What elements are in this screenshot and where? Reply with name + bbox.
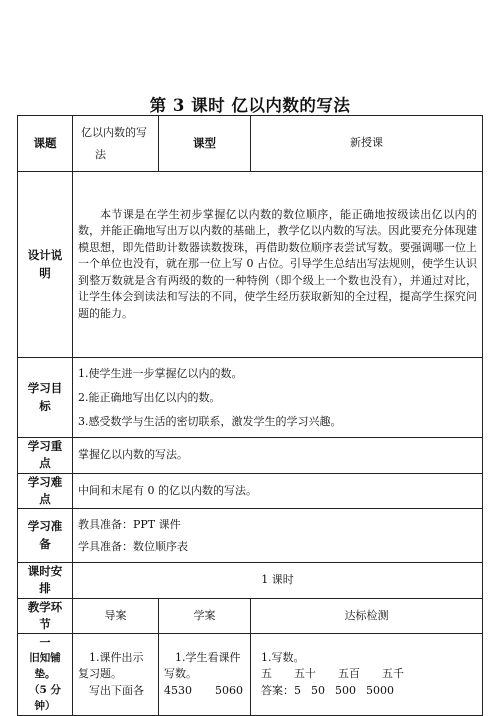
key-label: 学习重点 <box>18 438 73 474</box>
prep-line-2: 学具准备：数位顺序表 <box>78 539 188 553</box>
topic-value-line2: 法 <box>95 147 106 161</box>
prep-label: 学习准备 <box>18 509 73 563</box>
time-label: 课时安排 <box>18 563 73 599</box>
stage1-name-line1: 一 <box>39 635 51 649</box>
stage1-teach-line2: 复习题。 <box>78 667 122 681</box>
stage1-name <box>18 634 73 716</box>
topic-value-line1: 亿以内数的写 <box>81 125 147 139</box>
goals-list <box>73 358 483 438</box>
check-answer: 5000 <box>366 683 394 697</box>
stage1-learn-line1: 1.学生看课件 <box>175 650 241 664</box>
stage1-check-words <box>261 666 477 683</box>
stage-header-label: 教学环节 <box>18 598 73 634</box>
topic-label: 课题 <box>18 116 73 172</box>
check-answer-label: 答案： <box>261 683 294 697</box>
check-answer: 50 <box>311 683 325 697</box>
stage-header-learn: 学案 <box>159 598 251 634</box>
stage-header-check: 达标检测 <box>251 598 483 634</box>
stage1-name-line2: 旧知铺垫。 <box>29 652 61 680</box>
stage-header-row <box>18 598 483 634</box>
difficult-value: 中间和末尾有 0 的亿以内数的写法。 <box>73 473 483 509</box>
goal-item-1: 1.使学生进一步掌握亿以内的数。 <box>78 366 243 380</box>
topic-row <box>18 116 483 172</box>
stage1-teach-line1: 1.课件出示 <box>89 650 144 664</box>
check-answer: 5 <box>294 683 301 697</box>
difficult-row <box>18 473 483 509</box>
type-value: 新授课 <box>251 116 483 172</box>
design-text: 本节课是在学生初步掌握亿以内数的数位顺序，能正确地按级读出亿以内的数，并能正确地写出万以内数的基础上，教学亿以内数的写法。因此要充分体现建模思想，即先借助计数器读数拨珠，再借助数位顺序表尝试写数。要强调哪一位上一个单位也没有，就在那一位上写 0 占位。引导学生总结出写法规则，使学生认识到整万数就是含有两级的数的一种特例（即个级上一个数也没有），并通过对比，让学生体会到读法和写法的不同，使学生经历获取新知的全过程，提高学生探究问题的能力。 <box>73 172 483 358</box>
stage1-row <box>18 634 483 716</box>
prep-row <box>18 509 483 563</box>
stage1-learn-line2: 写数。 <box>164 667 197 681</box>
check-answer: 500 <box>335 683 356 697</box>
stage1-name-line3: （5 分钟） <box>29 683 61 712</box>
stage1-teach-line3: 写出下面各 <box>89 683 144 697</box>
check-word: 五十 <box>294 667 316 681</box>
type-label: 课型 <box>159 116 251 172</box>
stage1-learn-num1: 4530 <box>164 683 192 697</box>
goal-item-2: 2.能正确地写出亿以内的数。 <box>78 390 221 404</box>
stage-header-teach: 导案 <box>73 598 159 634</box>
check-word: 五百 <box>338 667 360 681</box>
prep-value <box>73 509 483 563</box>
key-row <box>18 438 483 474</box>
prep-line-1: 教具准备：PPT 课件 <box>78 517 181 531</box>
stage1-check-answers <box>261 683 477 700</box>
stage1-teach <box>73 634 159 716</box>
goals-label: 学习目标 <box>18 358 73 438</box>
check-word: 五 <box>261 667 272 681</box>
stage1-learn-num2: 5060 <box>215 683 243 697</box>
topic-value <box>73 116 159 172</box>
key-value: 掌握亿以内数的写法。 <box>73 438 483 474</box>
time-value: 1 课时 <box>73 563 483 599</box>
goals-row <box>18 358 483 438</box>
page-title: 第 3 课时 亿以内数的写法 <box>149 96 351 115</box>
lesson-plan-table <box>17 115 483 716</box>
design-label: 设计说明 <box>18 172 73 358</box>
check-word: 五千 <box>382 667 404 681</box>
stage1-learn <box>159 634 251 716</box>
goal-item-3: 3.感受数学与生活的密切联系，激发学生的学习兴趣。 <box>78 414 342 428</box>
time-row <box>18 563 483 599</box>
stage1-check-line1: 1.写数。 <box>261 650 305 664</box>
stage1-learn-numbers <box>164 683 245 700</box>
design-row <box>18 172 483 358</box>
stage1-check <box>251 634 483 716</box>
difficult-label: 学习难点 <box>18 473 73 509</box>
